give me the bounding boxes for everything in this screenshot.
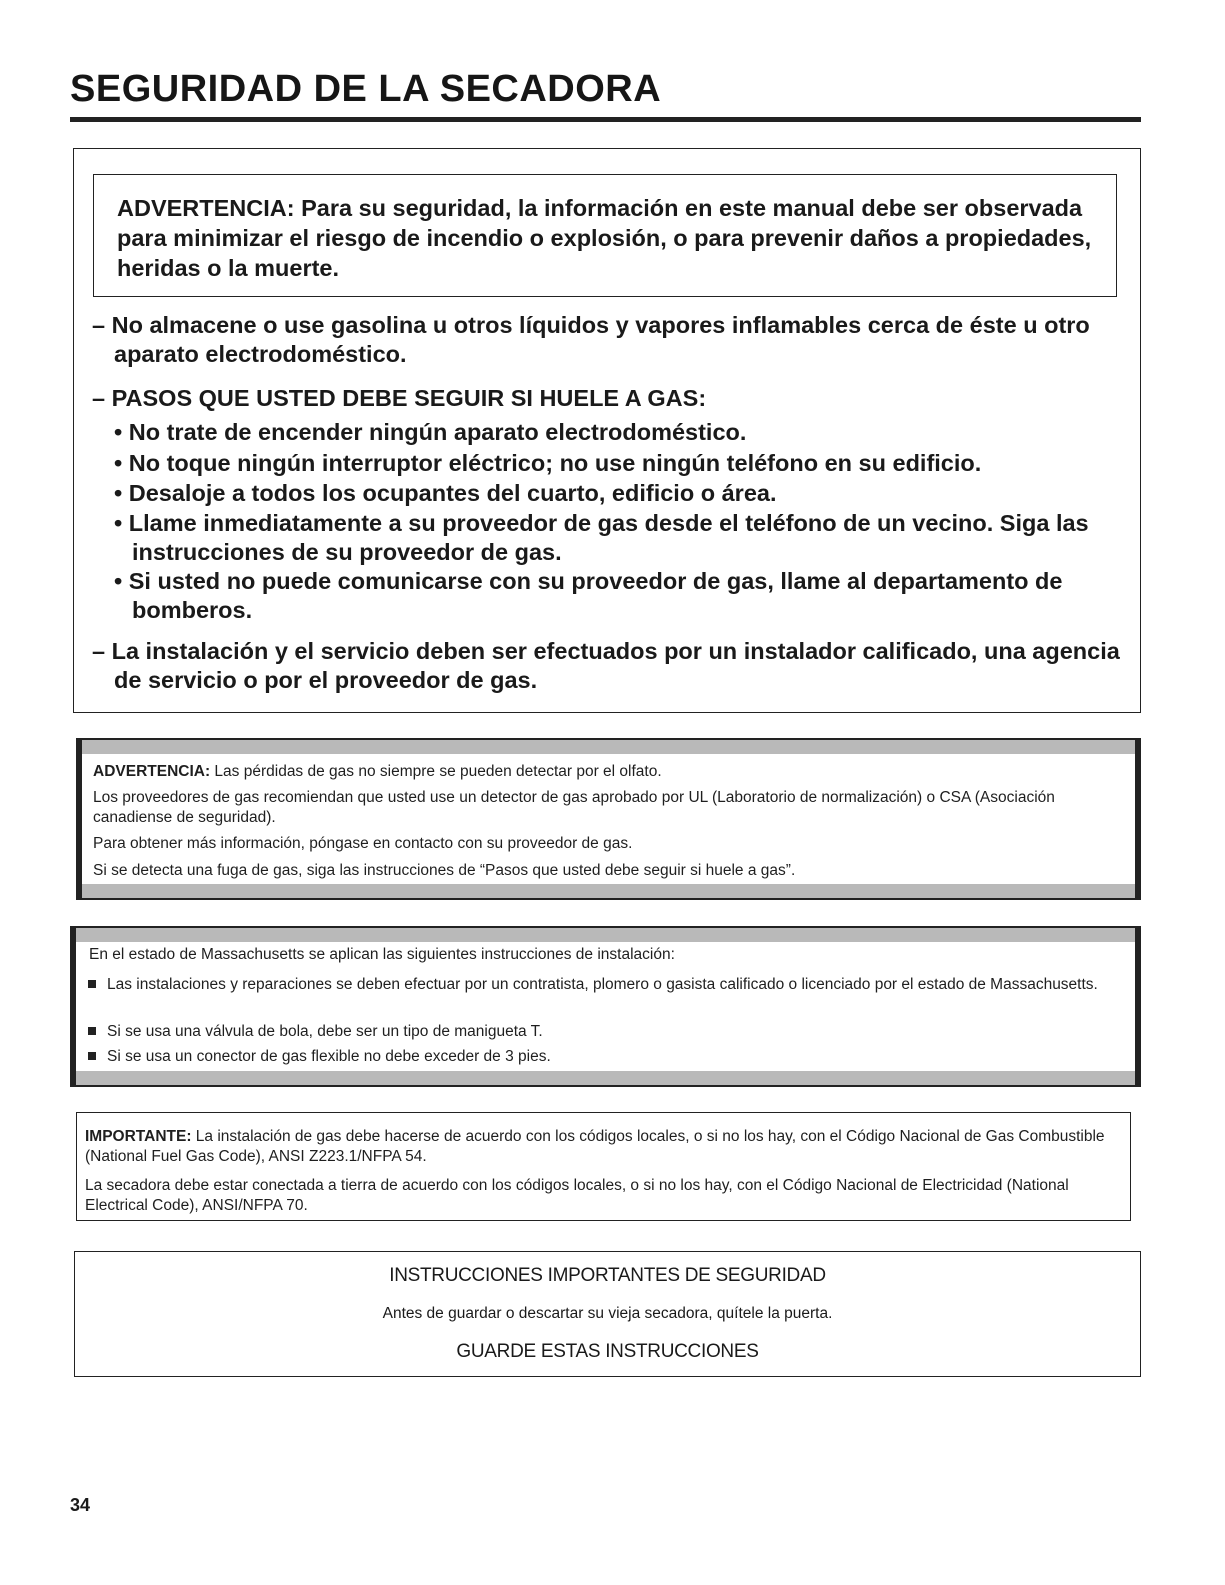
page-number: 34 [70, 1495, 91, 1515]
warning-main-text: ADVERTENCIA: Para su seguridad, la información en este manual debe ser observada para minimizar el riesgo de incendio o explosión, o para prevenir daños a propiedades, heridas o la muerte. [117, 195, 1092, 281]
important-line1 [85, 1127, 1120, 1167]
step-bullet-1: • No trate de encender ningún aparato electrodoméstico. [114, 419, 747, 445]
step-bullet-5: • Si usted no puede comunicarse con su proveedor de gas, llame al departamento de bomberos. [114, 568, 1063, 623]
installation-service-item: – La instalación y el servicio deben ser efectuados por un instalador calificado, una agencia de servicio o por el proveedor de gas. [92, 638, 1120, 693]
massachusetts-item: Las instalaciones y reparaciones se deben efectuar por un contratista, plomero o gasista calificado o licenciado por el estado de Massachusetts. [88, 975, 1138, 995]
step-bullet-4: • Llame inmediatamente a su proveedor de gas desde el teléfono de un vecino. Siga las instrucciones de su proveedor de gas. [114, 510, 1089, 565]
warning-label: ADVERTENCIA: [93, 763, 211, 780]
important-label: IMPORTANTE: [85, 1128, 192, 1145]
square-bullet-icon [88, 1052, 96, 1060]
box-top-band [82, 738, 1135, 754]
no-store-gasoline-item: – No almacene o use gasolina u otros líquidos y vapores inflamables cerca de éste u otro aparato electrodoméstico. [92, 312, 1090, 367]
square-bullet-icon [88, 980, 96, 988]
step-bullet-2: • No toque ningún interruptor eléctrico; no use ningún teléfono en su edificio. [114, 450, 982, 476]
box-bottom-band [76, 1071, 1135, 1087]
title-divider [70, 117, 1141, 122]
smell-warning-line3: Para obtener más información, póngase en contacto con su proveedor de gas. [93, 835, 633, 852]
box-top-band [76, 926, 1135, 942]
page-title: SEGURIDAD DE LA SECADORA [70, 68, 662, 110]
smell-warning-line4: Si se detecta una fuga de gas, siga las instrucciones de “Pasos que usted debe seguir si huele a gas”. [93, 862, 796, 879]
massachusetts-item: Si se usa una válvula de bola, debe ser un tipo de manigueta T. [88, 1022, 1138, 1042]
massachusetts-item: Si se usa un conector de gas flexible no debe exceder de 3 pies. [88, 1047, 1138, 1067]
square-bullet-icon [88, 1027, 96, 1035]
smell-warning-text: Las pérdidas de gas no siempre se pueden detectar por el olfato. [210, 763, 662, 780]
safety-text: Antes de guardar o descartar su vieja secadora, quítele la puerta. [382, 1305, 833, 1322]
save-instructions: GUARDE ESTAS INSTRUCCIONES [456, 1341, 759, 1362]
safety-heading: INSTRUCCIONES IMPORTANTES DE SEGURIDAD [389, 1265, 826, 1286]
important-text: La instalación de gas debe hacerse de acuerdo con los códigos locales, o si no los hay, con el Código Nacional de Gas Combustible (National Fuel Gas Code), ANSI Z223.1/NFPA 54. [85, 1128, 1105, 1165]
massachusetts-intro: En el estado de Massachusetts se aplican las siguientes instrucciones de instalación: [89, 946, 675, 963]
smell-warning-line2: Los proveedores de gas recomiendan que usted use un detector de gas aprobado por UL (Laboratorio de normalización) o CSA (Asociación canadiense de seguridad). [93, 789, 1055, 826]
smell-warning-line1 [93, 762, 1123, 782]
step-bullet-3: • Desaloje a todos los ocupantes del cuarto, edificio o área. [114, 480, 777, 506]
gas-smell-steps-heading: – PASOS QUE USTED DEBE SEGUIR SI HUELE A GAS: [92, 385, 707, 411]
box-bottom-band [82, 884, 1135, 900]
important-line2: La secadora debe estar conectada a tierra de acuerdo con los códigos locales, o si no los hay, con el Código Nacional de Electricidad (National Electrical Code), ANSI/NFPA 70. [85, 1177, 1069, 1214]
